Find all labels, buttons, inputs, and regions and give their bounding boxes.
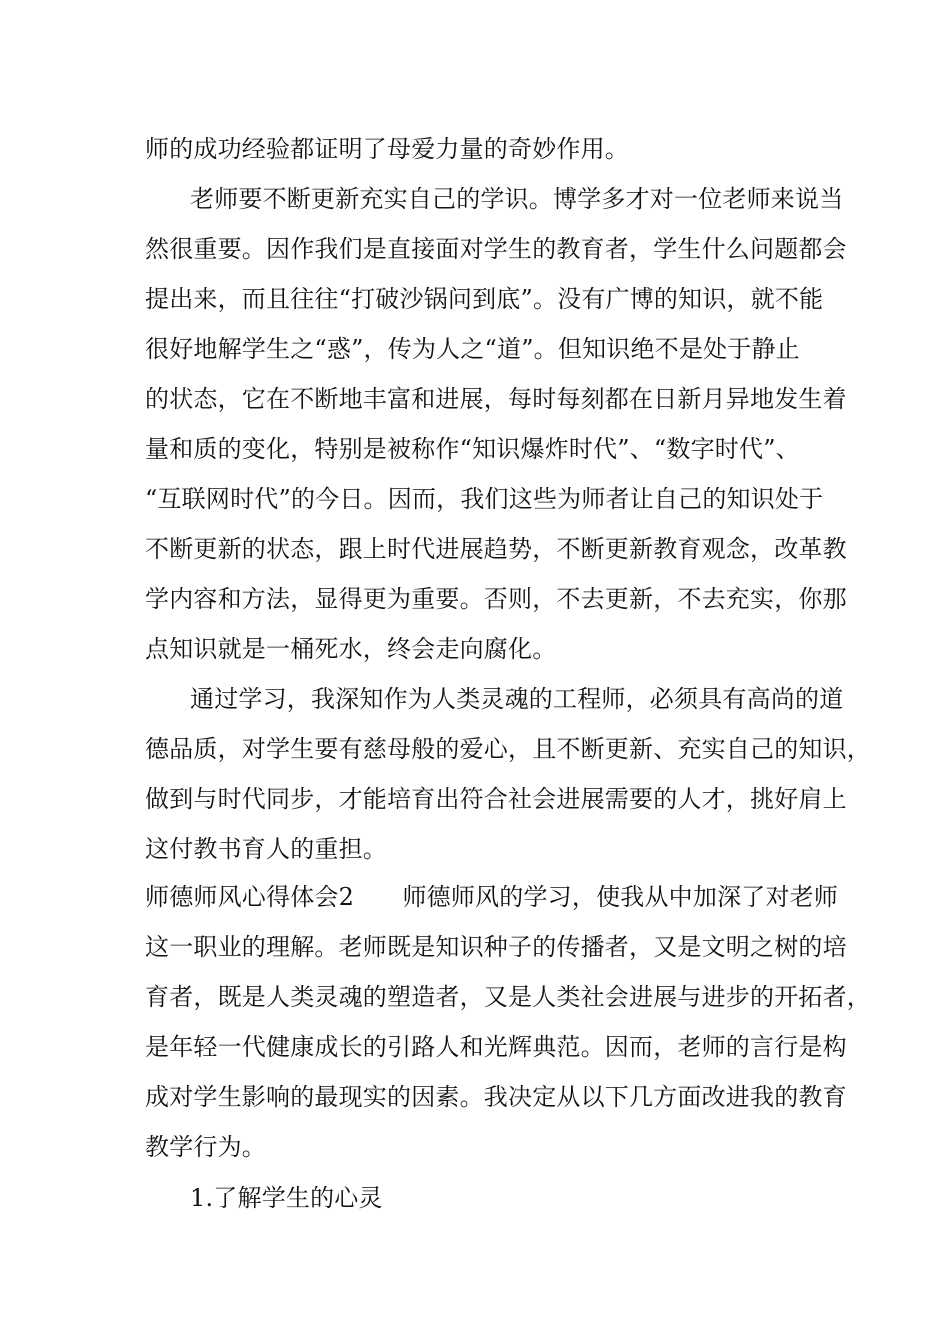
list-item-heading: 1.了解学生的心灵: [190, 1184, 383, 1212]
text-line: 量和质的变化，特别是被称作“知识爆炸时代”、“数字时代”、: [145, 435, 800, 463]
text-line: 做到与时代同步，才能培育出符合社会进展需要的人才，挑好肩上: [145, 785, 847, 813]
text-line: 师的成功经验都证明了母爱力量的奇妙作用。: [145, 135, 629, 163]
text-line: 教学行为。: [145, 1133, 266, 1161]
text-line: “互联网时代”的今日。因而，我们这些为师者让自己的知识处于: [145, 485, 824, 513]
text-line: 学内容和方法，显得更为重要。否则，不去更新，不去充实，你那: [145, 585, 847, 613]
text-line: 这一职业的理解。老师既是知识种子的传播者，又是文明之树的培: [145, 933, 847, 961]
text-line: 成对学生影响的最现实的因素。我决定从以下几方面改进我的教育: [145, 1083, 847, 1111]
text-line: 点知识就是一桶死水，终会走向腐化。: [145, 635, 557, 663]
text-line: 很好地解学生之“惑”，传为人之“道”。但知识绝不是处于静止: [145, 335, 800, 363]
text-line: 这付教书育人的重担。: [145, 835, 387, 863]
paragraph-first-line: 老师要不断更新充实自己的学识。博学多才对一位老师来说当: [190, 185, 844, 213]
text-line: 育者，既是人类灵魂的塑造者，又是人类社会进展与进步的开拓者，: [145, 983, 871, 1011]
text-line: 的状态，它在不断地丰富和进展，每时每刻都在日新月异地发生着: [145, 385, 847, 413]
text-line: 提出来，而且往往“打破沙锅问到底”。没有广博的知识，就不能: [145, 285, 824, 313]
section-heading-line: 师德师风心得体会2 师德师风的学习，使我从中加深了对老师: [145, 883, 839, 911]
text-line: 是年轻一代健康成长的引路人和光辉典范。因而，老师的言行是构: [145, 1033, 847, 1061]
paragraph-first-line: 通过学习，我深知作为人类灵魂的工程师，必须具有高尚的道: [190, 685, 844, 713]
text-line: 然很重要。因作我们是直接面对学生的教育者，学生什么问题都会: [145, 235, 847, 263]
text-line: 德品质，对学生要有慈母般的爱心，且不断更新、充实自己的知识，: [145, 735, 871, 763]
text-line: 不断更新的状态，跟上时代进展趋势，不断更新教育观念，改革教: [145, 535, 847, 563]
